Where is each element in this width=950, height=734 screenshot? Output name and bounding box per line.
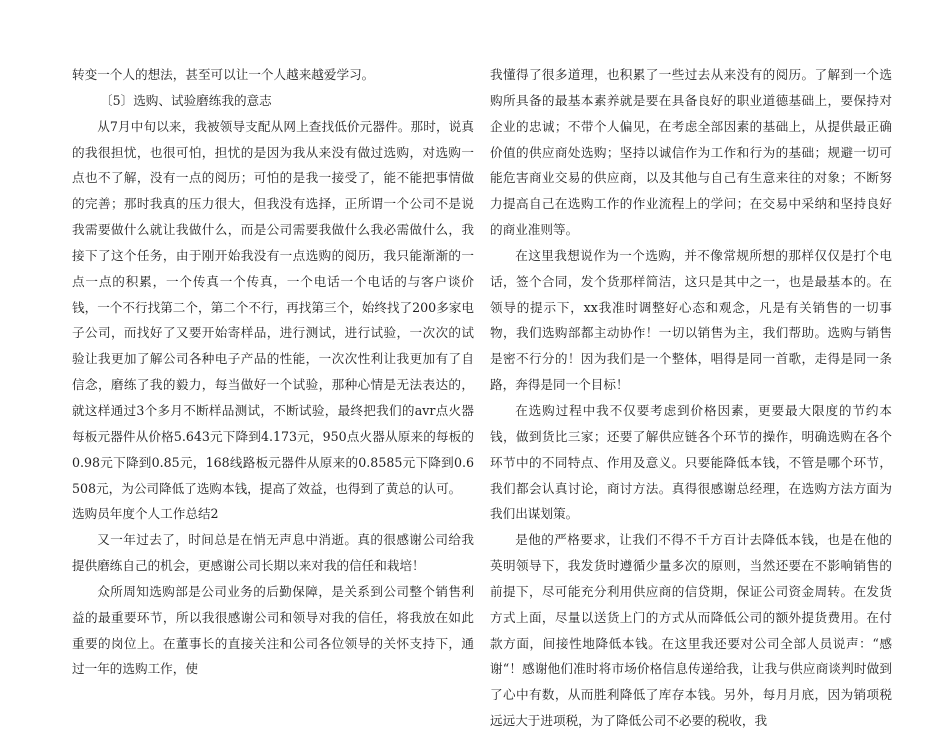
right-paragraph-1: 在这里我想说作为一个选购，并不像常规所想的那样仅仅是打个电话，签个合同，发个货那样简洁，这只是其中之一，也是最基本的。在领导的提示下，xx我准时调整好心态和观念，凡是有关销售的一切事物，我们选购部都主动协作！一切以销售为主，我们帮助。选购与销售是密不行分的！因为我们是一个整体，唱得是同一首歌，走得是同一条路，奔得是同一个目标！ (490, 247, 892, 393)
right-paragraph-2: 在选购过程中我不仅要考虑到价格因素，更要最大限度的节约本钱，做到货比三家；还要了解供应链各个环节的操作，明确选购在各个环节中的不同特点、作用及意义。只要能降低本钱，不管是哪个环节，我们都会认真讨论，商讨方法。真得很感谢总经理，在选购方法方面为我们出谋划策。 (490, 402, 892, 522)
right-paragraph-0: 我懂得了很多道理，也积累了一些过去从来没有的阅历。了解到一个选购所具备的最基本素养就是要在具备良好的职业道德基础上，要保持对企业的忠诚；不带个人偏见，在考虑全部因素的基础上，从提供最正确价值的供应商处选购；坚持以诚信作为工作和行为的基础；规避一切可能危害商业交易的供应商，以及其他与自己有生意来往的对象；不断努力提高自己在选购工作的作业流程上的学问；在交易中采纳和坚持良好的商业准则等。 (490, 67, 892, 238)
left-paragraph-2: 又一年过去了，时间总是在悄无声息中消逝。真的很感谢公司给我提供磨练自己的机会，更感谢公司长期以来对我的信任和栽培！ (72, 532, 474, 574)
right-column (490, 62, 892, 734)
left-column (72, 62, 474, 682)
left-paragraph-0: 转变一个人的想法，甚至可以让一个人越来越爱学习。 (72, 67, 375, 82)
right-paragraph-3: 是他的严格要求，让我们不得不千方百计去降低本钱，也是在他的英明领导下，我发货时遵循少量多次的原则，当然还要在不影响销售的前提下，尽可能充分利用供应商的信贷期，保证公司资金周转。在发货方式上面，尽量以送货上门的方式从而降低公司的额外提货费用。在付款方面，间接性地降低本钱。在这里我还要对公司全部人员说声：“感谢“！感谢他们准时将市场价格信息传递给我，让我与供应商谈判时做到了心中有数，从而胜利降低了库存本钱。另外，每月月底，因为销项税远远大于进项税，为了降低公司不必要的税收，我 (490, 532, 892, 729)
left-paragraph-3: 众所周知选购部是公司业务的后勤保障，是关系到公司整个销售利益的最重要环节，所以我很感谢公司和领导对我的信任，将我放在如此重要的岗位上。在董事长的直接关注和公司各位领导的关怀支持下，通过一年的选购工作，使 (72, 583, 474, 677)
section-subheading: 〔5〕选购、试验磨练我的意志 (100, 92, 272, 108)
document-heading: 选购员年度个人工作总结2 (72, 506, 219, 522)
left-paragraph-1: 从7月中旬以来，我被领导支配从网上查找低价元器件。那时，说真的我很担忧，也很可怕，担忧的是因为我从来没有做过选购，对选购一点也不了解，没有一点的阅历；可怕的是我一接受了，能不能把事情做的完善；那时我真的压力很大，但我没有选择，正所谓一个公司不是说我需要做什么就让我做什么，而是公司需要我做什么我必需做什么，我接下了这个任务，由于刚开始我没有一点选购的阅历，我只能渐渐的一点一点的积累，一个传真一个传真，一个电话一个电话的与客户谈价钱，一个不行找第二个，第二个不行，再找第三个，始终找了200多家电子公司，而找好了又要开始寄样品，进行测试，进行试验，一次次的试验让我更加了解公司各种电子产品的性能，一次次性利让我更加有了自信念，磨练了我的毅力，每当做好一个试验，那种心情是无法表达的，就这样通过3个多月不断样品测试，不断试验，最终把我们的avr点火器每板元器件从价格5.643元下降到4.173元，950点火器从原来的每板的0.98元下降到0.85元，168线路板元器件从原来的0.8585元下降到0.6508元，为公司降低了选购本钱，提高了效益，也得到了黄总的认可。 (72, 118, 474, 496)
